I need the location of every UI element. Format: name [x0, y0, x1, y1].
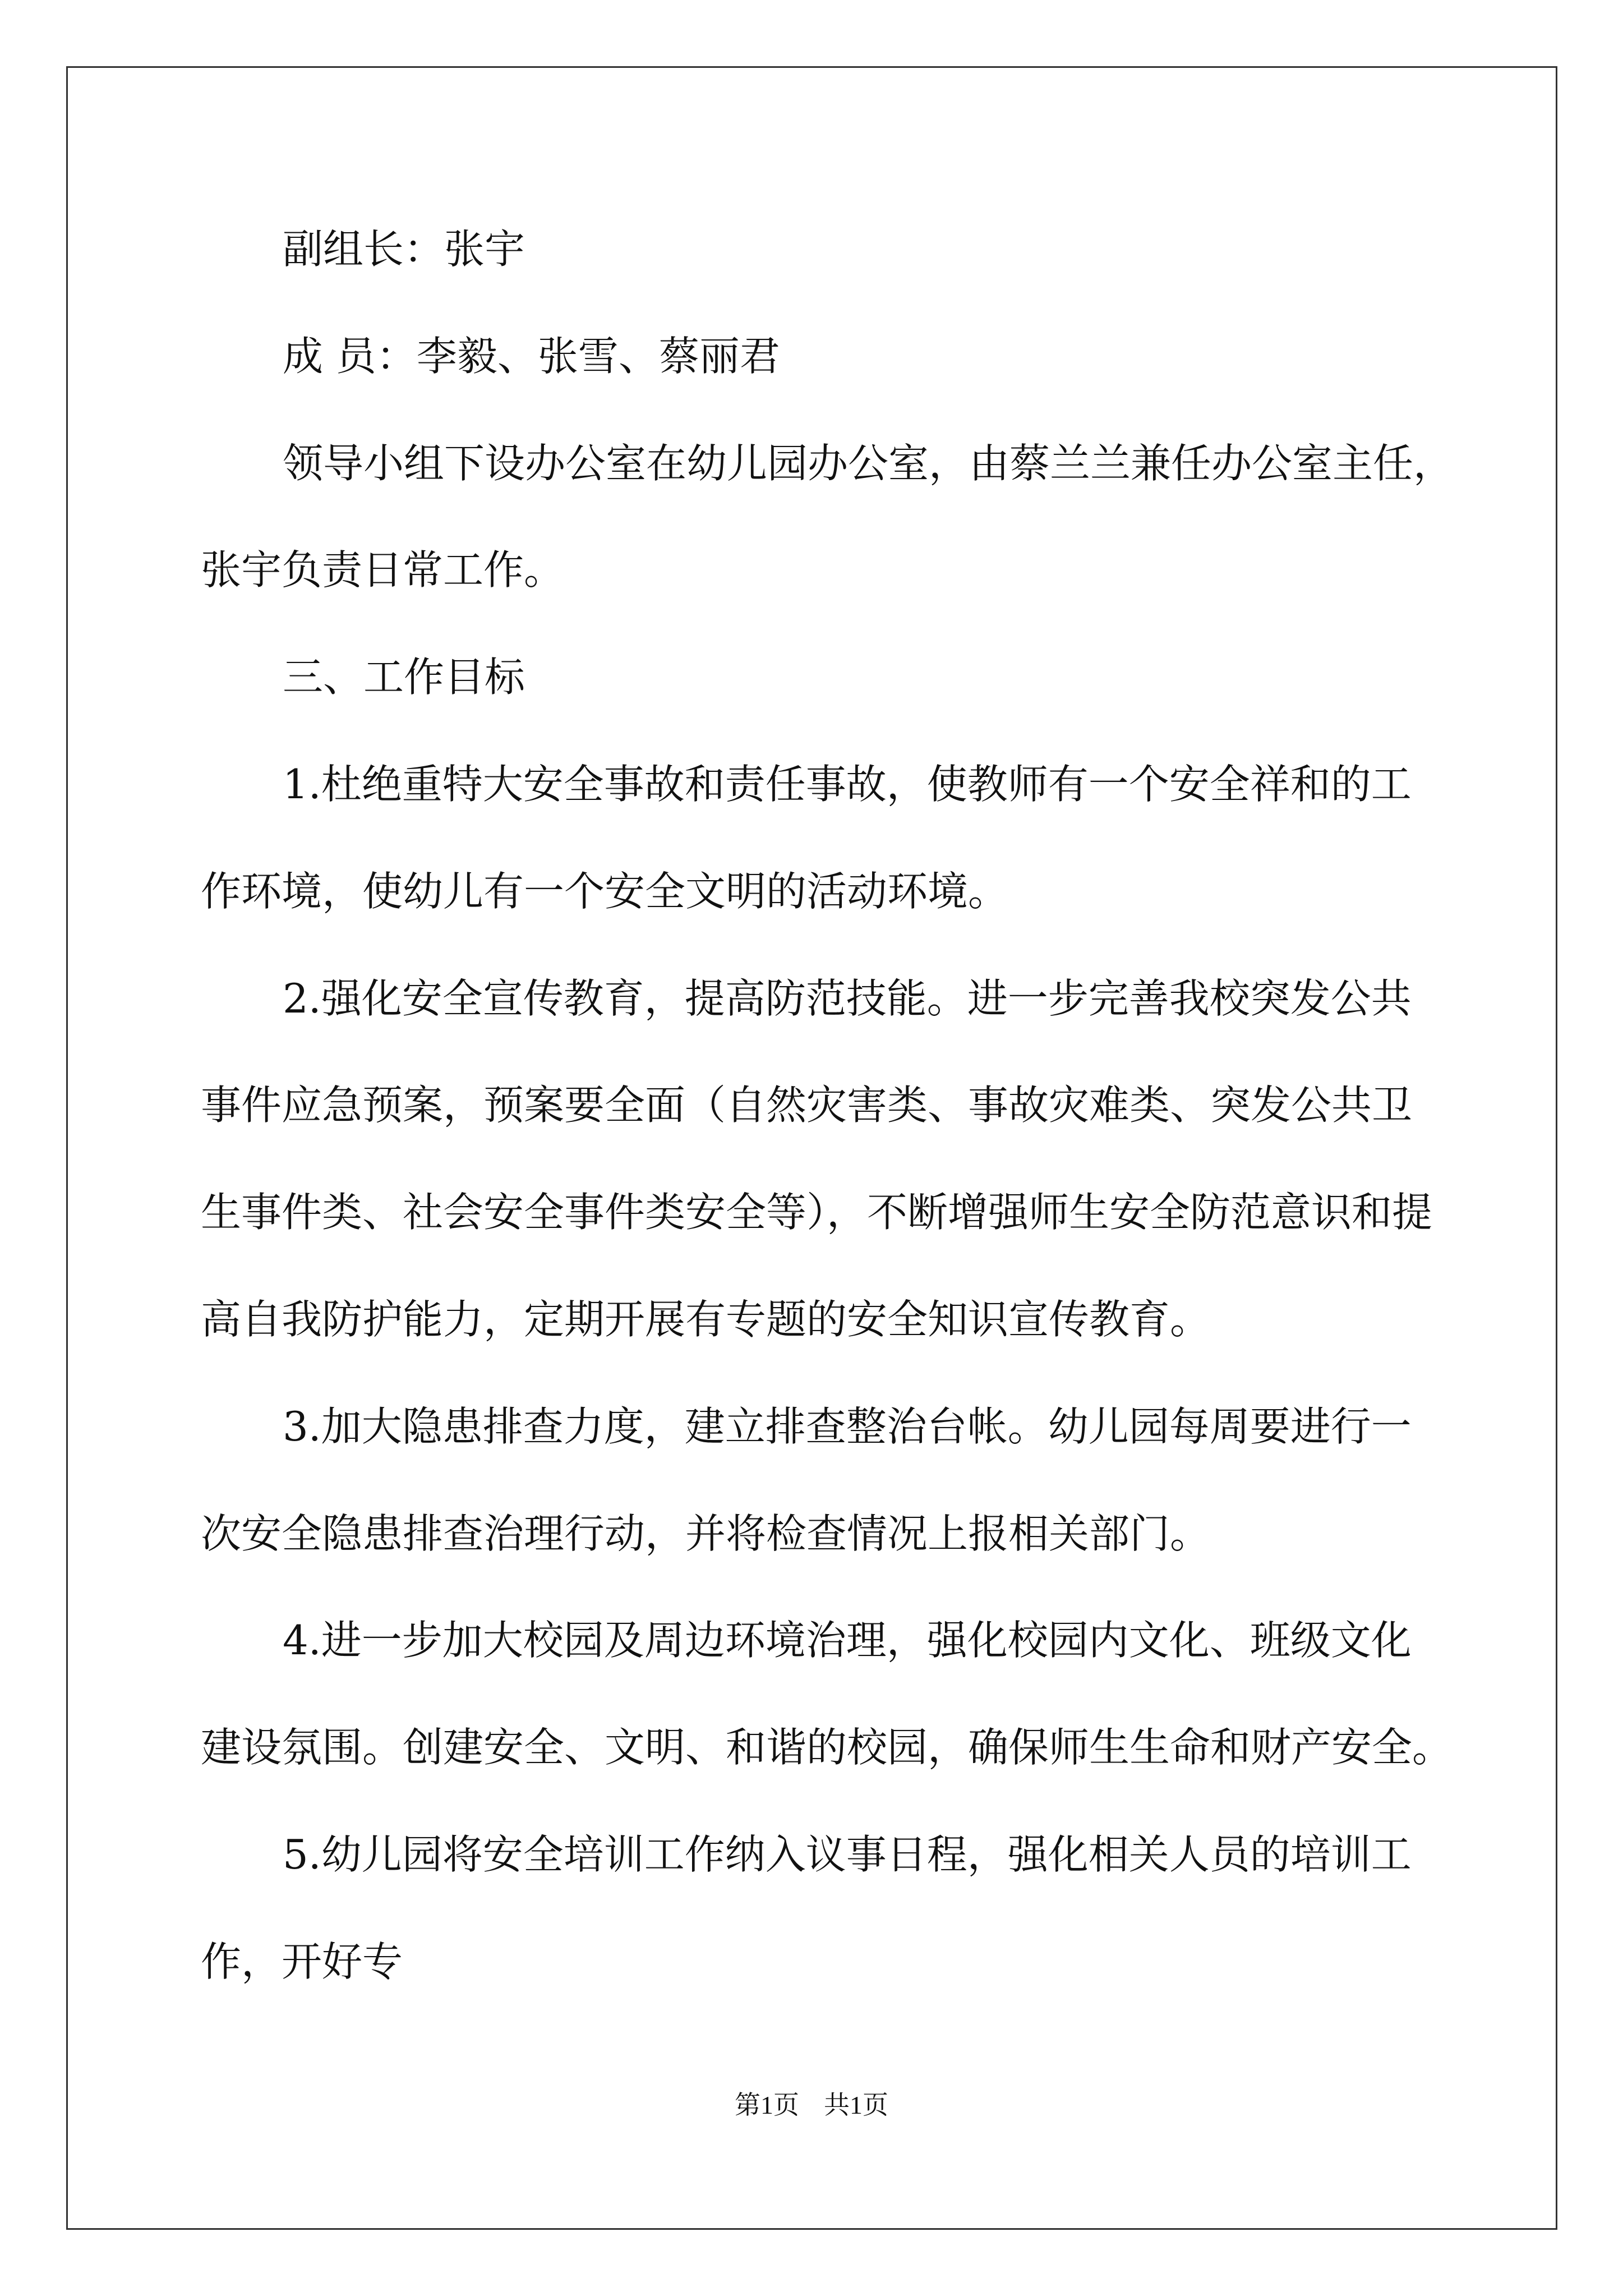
- paragraph-line: 3.加大隐患排查力度，建立排查整治台帐。幼儿园每周要进行一: [283, 1402, 1412, 1450]
- deputy-leader-paragraph: [201, 196, 1547, 303]
- paragraph-line: 2.强化安全宣传教育，提高防范技能。进一步完善我校突发公共: [283, 974, 1412, 1022]
- paragraph-line: 建设氛围。创建安全、文明、和谐的校园，确保师生生命和财产安全。: [201, 1724, 1453, 1772]
- paragraph-line: 4.进一步加大校园及周边环境治理，强化校园内文化、班级文化: [283, 1617, 1412, 1664]
- paragraph-line: 张宇负责日常工作。: [201, 546, 565, 594]
- paragraph-line: 事件应急预案，预案要全面（自然灾害类、事故灾难类、突发公共卫: [201, 1082, 1413, 1129]
- document-body: [201, 196, 1547, 2016]
- paragraph-line: 5.幼儿园将安全培训工作纳入议事日程，强化相关人员的培训工: [283, 1830, 1412, 1878]
- paragraph-line: 作环境，使幼儿有一个安全文明的活动环境。: [201, 867, 1009, 915]
- section-heading-line: 三、工作目标: [283, 654, 525, 701]
- goal-item-2: [201, 945, 1547, 1373]
- paragraph-line: 次安全隐患排查治理行动，并将检查情况上报相关部门。: [201, 1510, 1211, 1557]
- goal-item-3: [201, 1373, 1547, 1588]
- members-paragraph: [201, 303, 1547, 410]
- goal-item-1: [201, 731, 1547, 945]
- paragraph-line: 成 员：李毅、张雪、蔡丽君: [283, 332, 780, 380]
- office-paragraph: [201, 410, 1547, 624]
- paragraph-line: 生事件类、社会安全事件类安全等），不断增强师生安全防范意识和提: [201, 1189, 1433, 1236]
- section-heading-work-goals: [201, 624, 1547, 731]
- page-footer: [0, 2088, 1623, 2122]
- paragraph-line: 副组长：张宇: [283, 226, 525, 273]
- current-page-number: 第1页: [735, 2091, 799, 2119]
- goal-item-4: [201, 1587, 1547, 1801]
- paragraph-line: 1.杜绝重特大安全事故和责任事故，使教师有一个安全祥和的工: [283, 760, 1412, 808]
- paragraph-line: 领导小组下设办公室在幼儿园办公室，由蔡兰兰兼任办公室主任，: [283, 439, 1454, 487]
- paragraph-line: 作，开好专: [201, 1938, 403, 1985]
- paragraph-line: 高自我防护能力，定期开展有专题的安全知识宣传教育。: [201, 1295, 1211, 1343]
- total-page-count: 共1页: [824, 2091, 888, 2119]
- goal-item-5: [201, 1801, 1547, 2016]
